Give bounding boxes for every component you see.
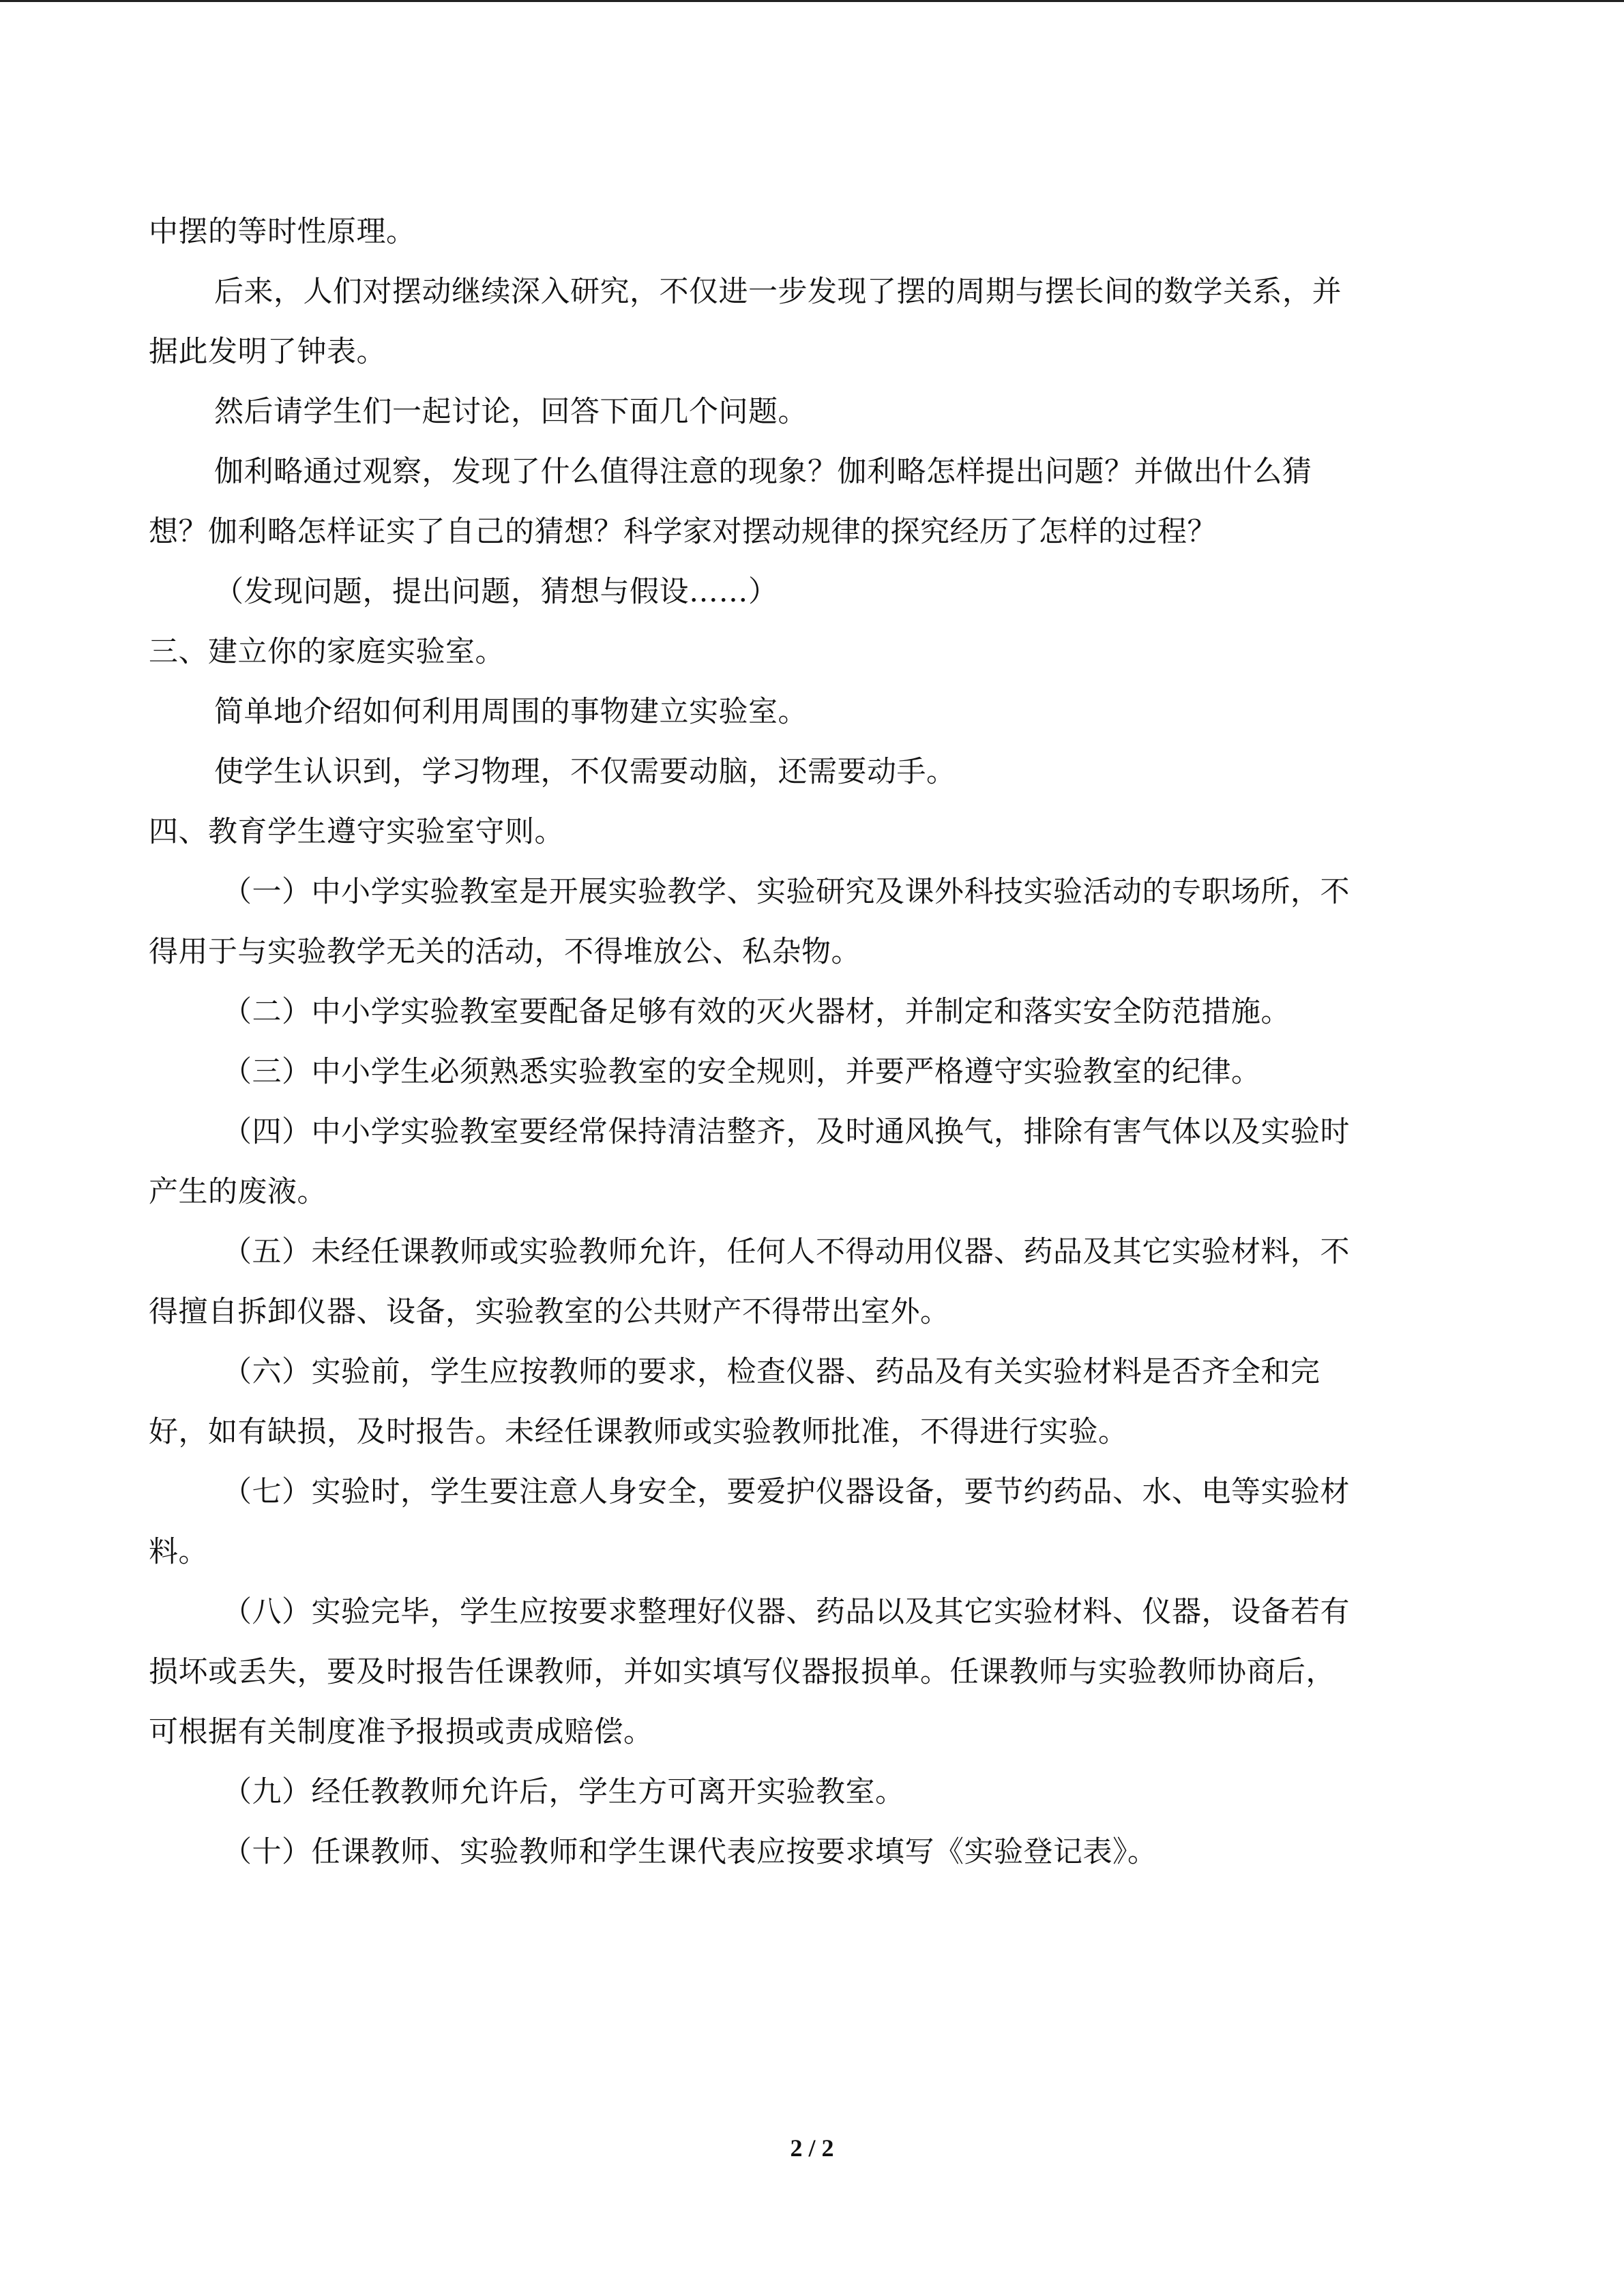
section-heading: 三、建立你的家庭实验室。 (149, 635, 505, 669)
rule-item: （二）中小学实验教室要配备足够有效的灭火器材，并制定和落实安全防范措施。 (222, 995, 1290, 1029)
document-body (149, 202, 1458, 1882)
text-line: 简单地介绍如何利用周围的事物建立实验室。 (214, 695, 808, 729)
text-line: 想？伽利略怎样证实了自己的猜想？科学家对摆动规律的探究经历了怎样的过程？ (149, 515, 1217, 549)
text-line: 可根据有关制度准予报损或责成赔偿。 (149, 1715, 653, 1749)
text-line: 损坏或丢失，要及时报告任课教师，并如实填写仪器报损单。任课教师与实验教师协商后， (149, 1655, 1335, 1689)
text-line: 然后请学生们一起讨论，回答下面几个问题。 (214, 395, 808, 429)
text-line: 料。 (149, 1535, 208, 1569)
text-line: 据此发明了钟表。 (149, 335, 386, 369)
section-heading: 四、教育学生遵守实验室守则。 (149, 815, 564, 849)
rule-item: （七）实验时，学生要注意人身安全，要爱护仪器设备，要节约药品、水、电等实验材 (222, 1475, 1350, 1509)
rule-item: （三）中小学生必须熟悉实验教室的安全规则，并要严格遵守实验教室的纪律。 (222, 1055, 1261, 1089)
rule-item: （四）中小学实验教室要经常保持清洁整齐，及时通风换气，排除有害气体以及实验时 (222, 1115, 1350, 1149)
rule-item: （九）经任教教师允许后，学生方可离开实验教室。 (222, 1775, 905, 1809)
text-line: 后来，人们对摆动继续深入研究，不仅进一步发现了摆的周期与摆长间的数学关系，并 (214, 275, 1342, 309)
rule-item: （六）实验前，学生应按教师的要求，检查仪器、药品及有关实验材料是否齐全和完 (222, 1355, 1320, 1389)
text-line: 好，如有缺损，及时报告。未经任课教师或实验教师批准，不得进行实验。 (149, 1415, 1128, 1449)
text-line: 使学生认识到，学习物理，不仅需要动脑，还需要动手。 (214, 755, 956, 789)
rule-item: （五）未经任课教师或实验教师允许，任何人不得动用仪器、药品及其它实验材料，不 (222, 1235, 1350, 1269)
top-border (0, 0, 1624, 2)
text-line: 产生的废液。 (149, 1175, 327, 1209)
text-line: 伽利略通过观察，发现了什么值得注意的现象？伽利略怎样提出问题？并做出什么猜 (214, 455, 1312, 489)
text-line: 中摆的等时性原理。 (149, 215, 416, 249)
text-line: 得用于与实验教学无关的活动，不得堆放公、私杂物。 (149, 935, 861, 969)
rule-item: （十）任课教师、实验教师和学生课代表应按要求填写《实验登记表》。 (222, 1835, 1157, 1869)
text-line: 得擅自拆卸仪器、设备，实验教室的公共财产不得带出室外。 (149, 1295, 950, 1329)
page-number: 2 / 2 (790, 2134, 834, 2162)
text-line: （发现问题，提出问题，猜想与假设……） (214, 575, 778, 609)
rule-item: （一）中小学实验教室是开展实验教学、实验研究及课外科技实验活动的专职场所，不 (222, 875, 1350, 909)
rule-item: （八）实验完毕，学生应按要求整理好仪器、药品以及其它实验材料、仪器，设备若有 (222, 1595, 1350, 1629)
